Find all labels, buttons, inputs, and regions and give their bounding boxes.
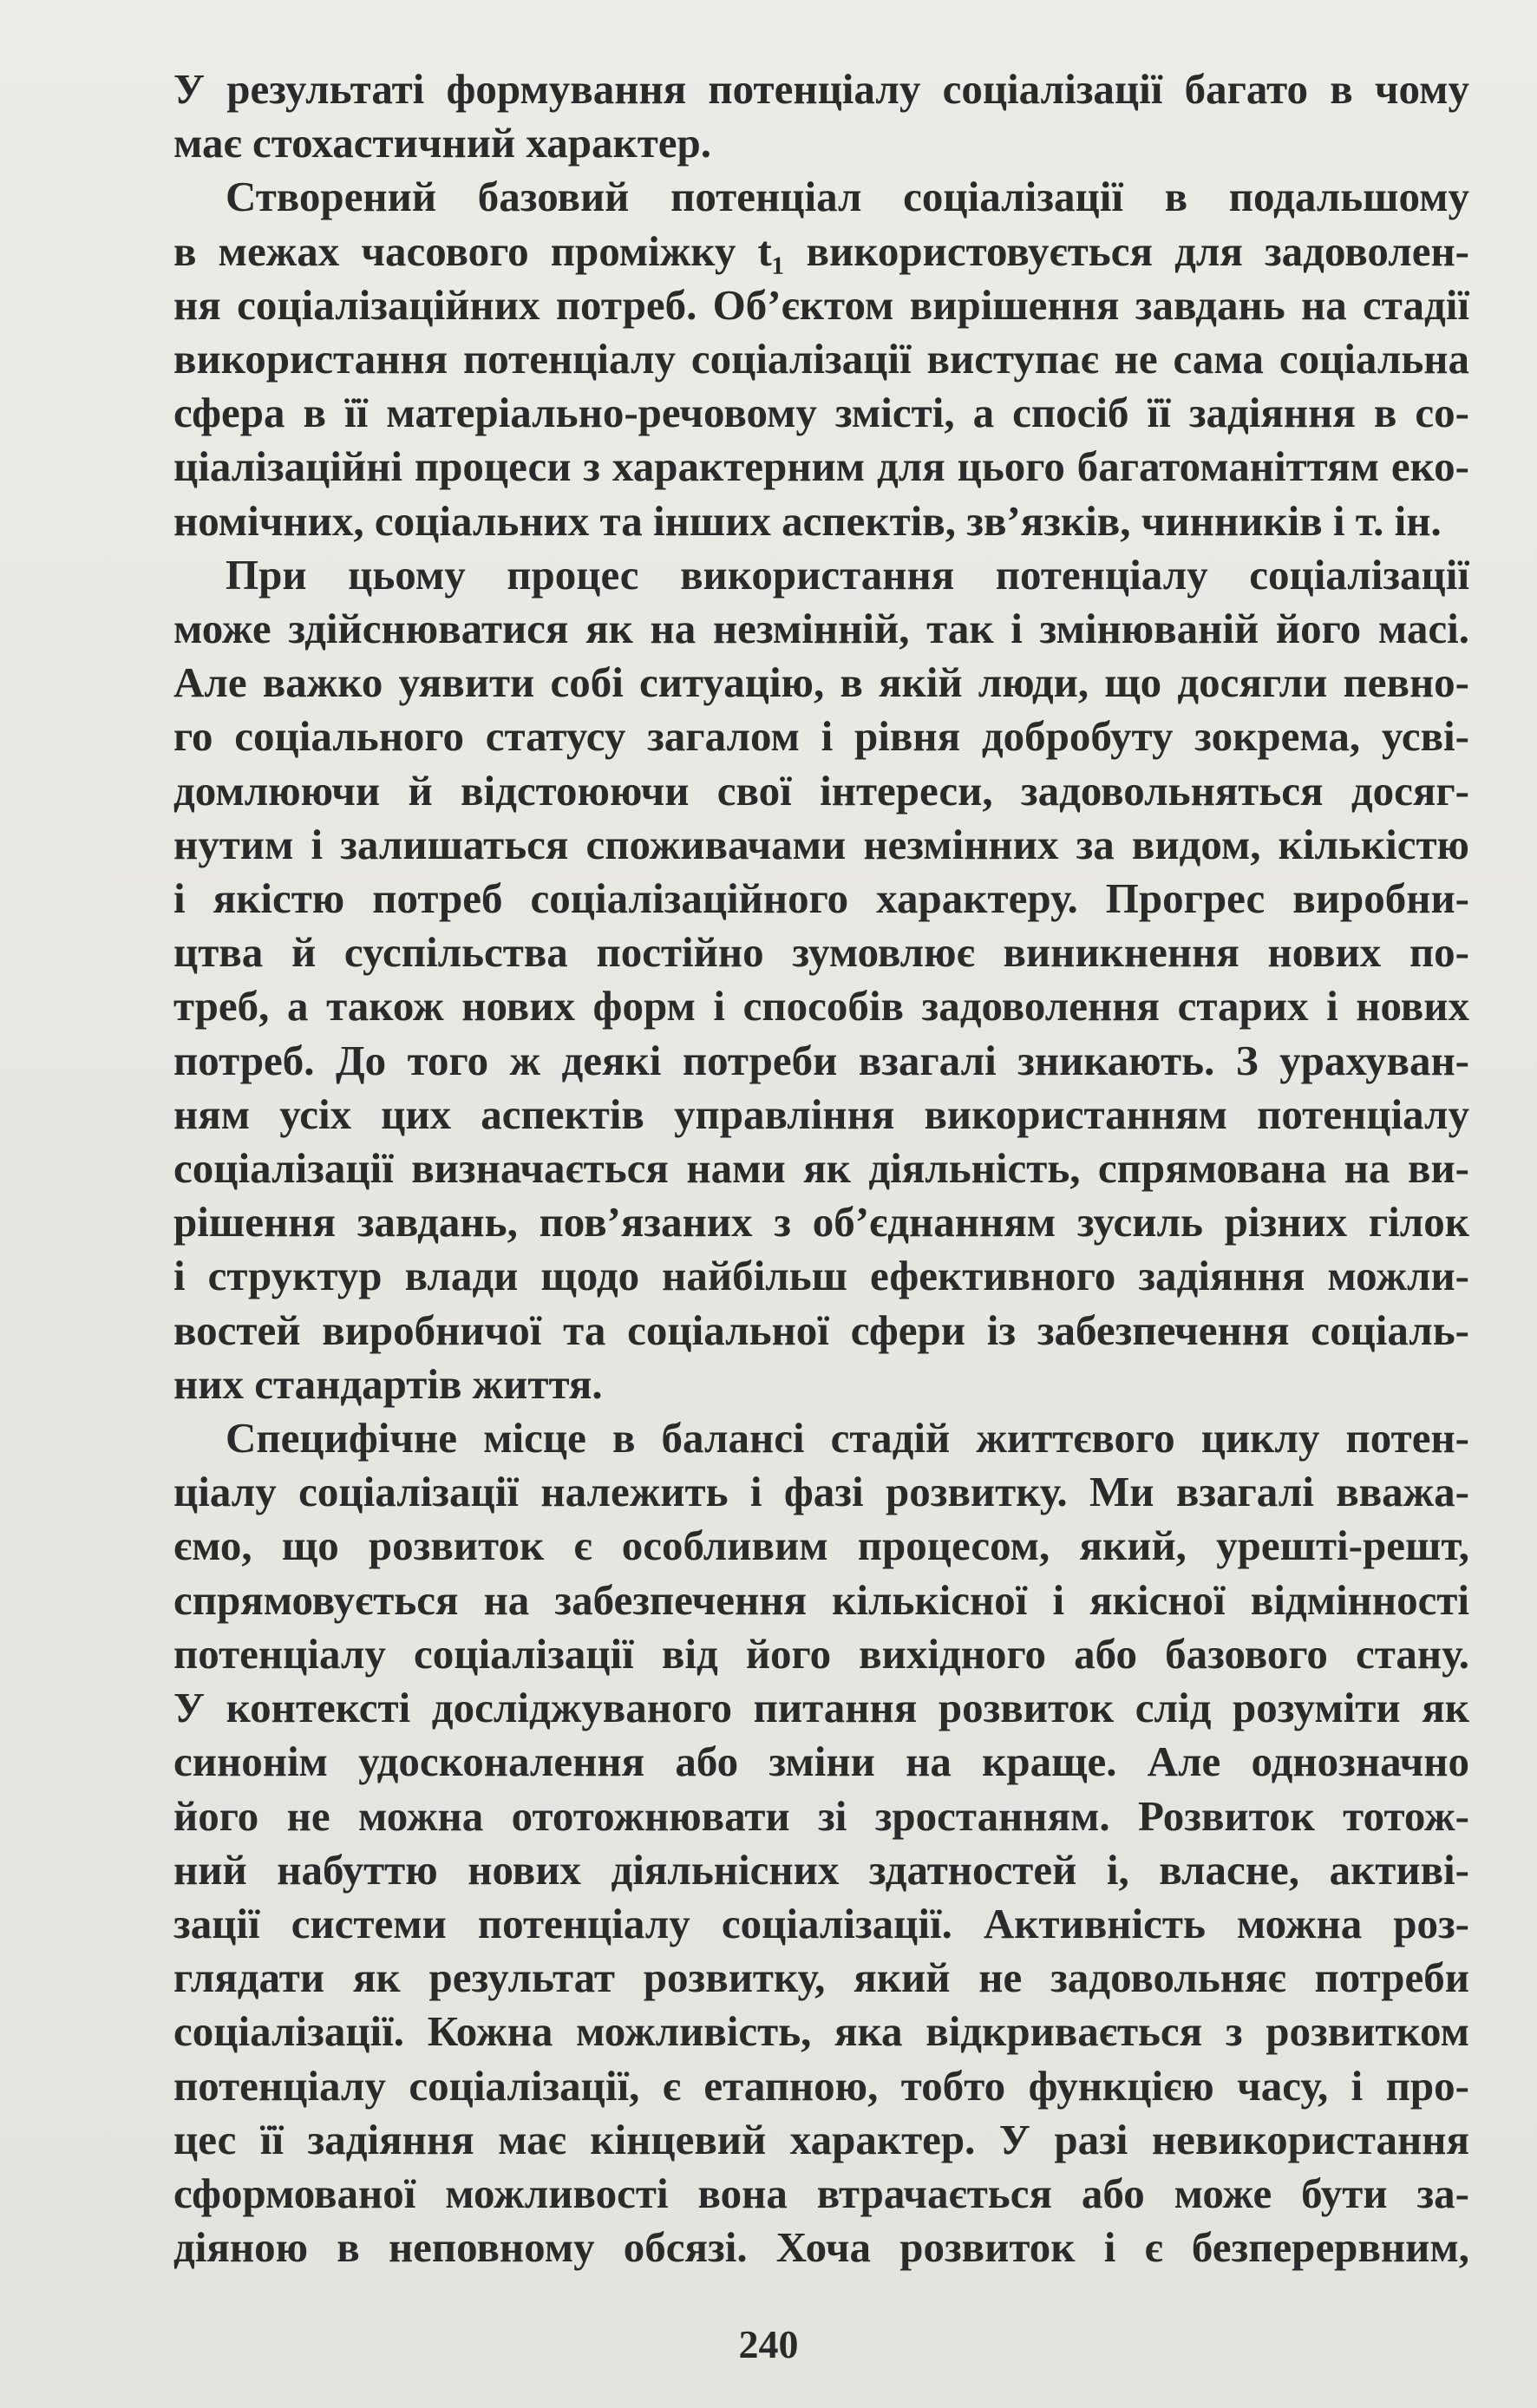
text-line: цес її задіяння має кінцевий характер. У разі невикористання [173,2115,1469,2163]
text-line: домлюючи й відстоюючи свої інтереси, задовольняться досяг- [173,766,1469,815]
text-line: нутим і залишаться споживачами незмінних за видом, кількістю [173,820,1469,868]
text-line: сформованої можливості вона втрачається або може бути за- [173,2169,1469,2217]
text-line: його не можна ототожнювати зі зростанням. Розвиток тотож- [173,1791,1469,1840]
text-line: використання потенціалу соціалізації виступає не сама соціальна [173,335,1469,383]
text-line: сфера в її матеріально-речовому змісті, а спосіб її задіяння в со- [173,389,1469,437]
book-page-text [173,62,1469,2361]
text-line: і структур влади щодо найбільш ефективного задіяння можли- [173,1252,1469,1300]
text-line: ємо, що розвиток є особливим процесом, який, урешті-решт, [173,1521,1469,1570]
text-line: і якістю потреб соціалізаційного характеру. Прогрес виробни- [173,874,1469,923]
text-line: востей виробничої та соціальної сфери із забезпечення соціаль- [173,1305,1469,1354]
text-line: У результаті формування потенціалу соціалізації багато в чому [173,65,1469,113]
text-line: ний набуттю нових діяльнісних здатностей і, власне, активі- [173,1845,1469,1894]
text-line: Специфічне місце в балансі стадій життєвого циклу потен- [226,1414,1469,1462]
paragraph [173,170,1469,547]
text-line: потреб. До того ж деякі потреби взагалі зникають. З урахуван- [173,1036,1469,1084]
paragraph [173,1411,1469,2274]
text-line: треб, а також нових форм і способів задоволення старих і нових [173,982,1469,1031]
text-line: номічних, соціальних та інших аспектів, зв’язків, чинників і т. ін. [173,496,1442,545]
text-line: потенціалу соціалізації від його вихідного або базового стану. [173,1629,1469,1678]
text-line: го соціального статусу загалом і рівня добробуту зокрема, усві- [173,712,1469,761]
text-line: соціалізації визначається нами як діяльність, спрямована на ви- [173,1144,1469,1193]
text-line: зації системи потенціалу соціалізації. Активність можна роз- [173,1899,1469,1947]
text-line: глядати як результат розвитку, який не задовольняє потреби [173,1953,1469,2002]
page-number: 240 [738,2322,799,2366]
text-line: спрямовується на забезпечення кількісної і якісної відмінності [173,1575,1469,1624]
text-line: діяною в неповному обсязі. Хоча розвиток і є безперервним, [173,2223,1469,2272]
text-line: У контексті досліджуваного питання розвиток слід розуміти як [173,1684,1469,1732]
text-line: Але важко уявити собі ситуацію, в якій люди, що досягли певно- [173,658,1469,707]
text-line: цтва й суспільства постійно зумовлює виникнення нових по- [173,928,1469,977]
text-line: рішення завдань, пов’язаних з об’єднанням зусиль різних гілок [173,1198,1469,1247]
text-line: соціалізації. Кожна можливість, яка відкривається з розвитком [173,2007,1469,2056]
text-line: Створений базовий потенціал соціалізації в подальшому [226,173,1469,221]
text-line: ціалу соціалізації належить і фазі розвитку. Ми взагалі вважа- [173,1468,1469,1516]
text-line: ня соціалізаційних потреб. Об’єктом вирішення завдань на стадії [173,280,1469,329]
text-line: синонім удосконалення або зміни на краще. Але однозначно [173,1737,1469,1786]
text-line: ням усіх цих аспектів управління використанням потенціалу [173,1089,1469,1138]
paragraph [173,62,1469,170]
text-line: ціалізаційні процеси з характерним для цього багатоманіттям еко- [173,442,1469,491]
paragraph [173,548,1469,1411]
text-line: потенціалу соціалізації, є етапною, тобто функцією часу, і про- [173,2061,1469,2110]
text-line: в межах часового проміжку t₁ використовується для задоволен- [173,226,1469,275]
text-line: них стандартів життя. [173,1359,603,1408]
text-line: При цьому процес використання потенціалу соціалізації [226,550,1469,599]
text-line: має стохастичний характер. [173,119,712,167]
text-line: може здійснюватися як на незмінній, так і змінюваній його масі. [173,605,1469,653]
